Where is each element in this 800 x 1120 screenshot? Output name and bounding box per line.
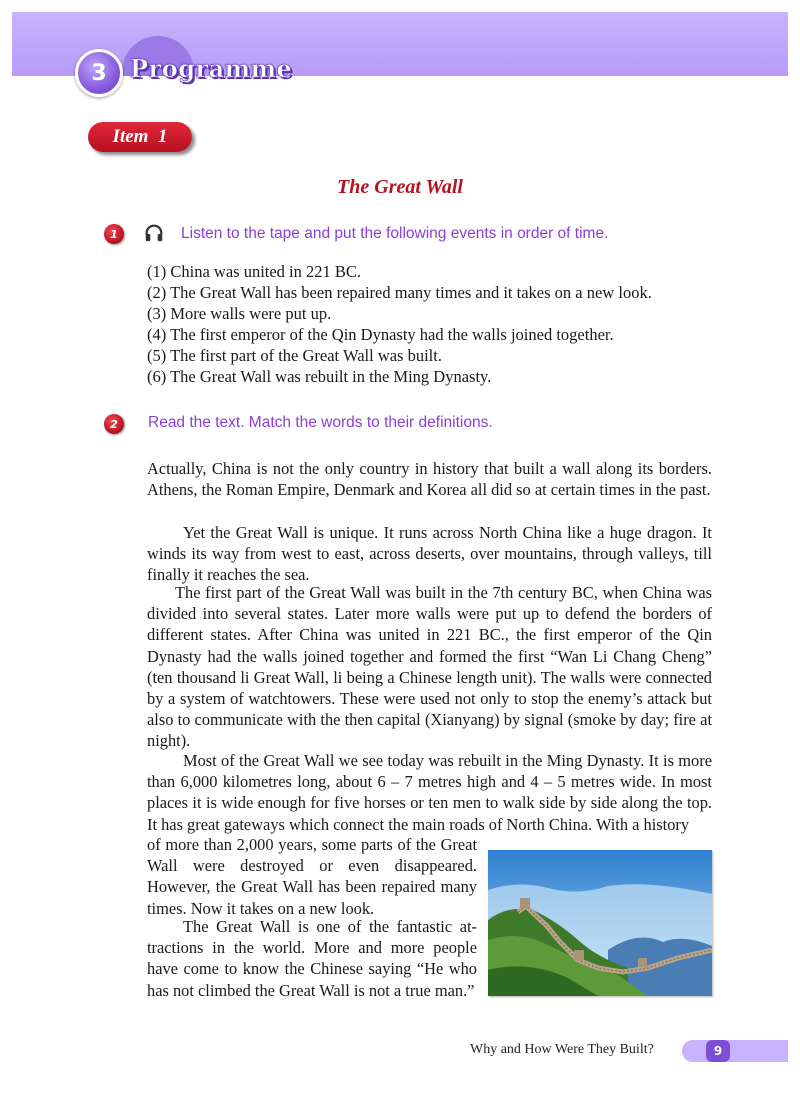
- task-2-number: 2: [110, 417, 118, 431]
- event-item: (3) More walls were put up.: [147, 304, 332, 323]
- task-2-instruction: Read the text. Match the words to their definitions.: [148, 414, 493, 431]
- paragraph-4-bottom: of more than 2,000 years, some parts of the Great Wall were destroyed or even disappeared. However, the Great Wall has been repaired many times. Now it takes on a new look.: [147, 835, 477, 918]
- paragraph-5: The Great Wall is one of the fantastic attractions in the world. More and more people have come to know the Chinese saying “He who has not climbed the Great Wall is not a true man.”: [147, 917, 477, 1000]
- section-number: 3: [91, 60, 107, 86]
- page-title: The Great Wall: [337, 176, 463, 198]
- event-item: (4) The first emperor of the Qin Dynasty had the walls joined together.: [147, 325, 614, 344]
- great-wall-photo: [488, 850, 712, 996]
- event-item: (1) China was united in 221 BC.: [147, 262, 362, 281]
- headphones-icon[interactable]: [143, 222, 165, 244]
- unit-title: Why and How Were They Built?: [470, 1042, 654, 1057]
- page-number: 9: [713, 1044, 723, 1058]
- paragraph-1: Actually, China is not the only country in history that built a wall along its borders. Athens, the Roman Empire, Denmark and Korea all did so at certain times in the past.: [147, 459, 712, 500]
- task-2-number-badge: [104, 414, 124, 434]
- event-item: (2) The Great Wall has been repaired many times and it takes on a new look.: [147, 283, 652, 302]
- footer-band: [682, 1040, 788, 1062]
- task-1-number: 1: [110, 227, 118, 241]
- page-number-badge: [706, 1040, 730, 1062]
- item-label: Item 1: [112, 126, 168, 147]
- task-1-instruction: Listen to the tape and put the following events in order of time.: [181, 225, 609, 242]
- paragraph-3: The first part of the Great Wall was built in the 7th century BC, when China was divided into several states. Later more walls were put up to defend the borders of different states. After China was united in 221 BC., the first emperor of the Qin Dynasty had the walls joined together and formed the first “Wan Li Chang Cheng” (ten thousand li Great Wall, li being a Chinese length unit). The walls were connected by a system of watchtowers. These were used not only to stop the enemy’s attack but also to communicate with the then capital (Xianyang) by signal (smoke by day; fire at night).: [147, 583, 712, 751]
- event-item: (6) The Great Wall was rebuilt in the Ming Dynasty.: [147, 367, 492, 386]
- paragraph-2: Yet the Great Wall is unique. It runs across North China like a huge dragon. It winds its way from west to east, across deserts, over mountains, through valleys, till finally it reaches the sea.: [147, 523, 712, 585]
- events-list: [147, 261, 652, 387]
- item-label-pill: [88, 122, 192, 152]
- section-title: Programme: [130, 54, 293, 83]
- event-item: (5) The first part of the Great Wall was built.: [147, 346, 442, 365]
- paragraph-4-top: Most of the Great Wall we see today was rebuilt in the Ming Dynasty. It is more than 6,000 kilometres long, about 6 – 7 metres high and 4 – 5 metres wide. In most places it is wide enough for five horses or ten men to walk side by side along the top. It has great gateways which connect the main roads of North China. With a history: [147, 751, 712, 834]
- task-1-number-badge: [104, 224, 124, 244]
- section-number-badge: [75, 49, 123, 97]
